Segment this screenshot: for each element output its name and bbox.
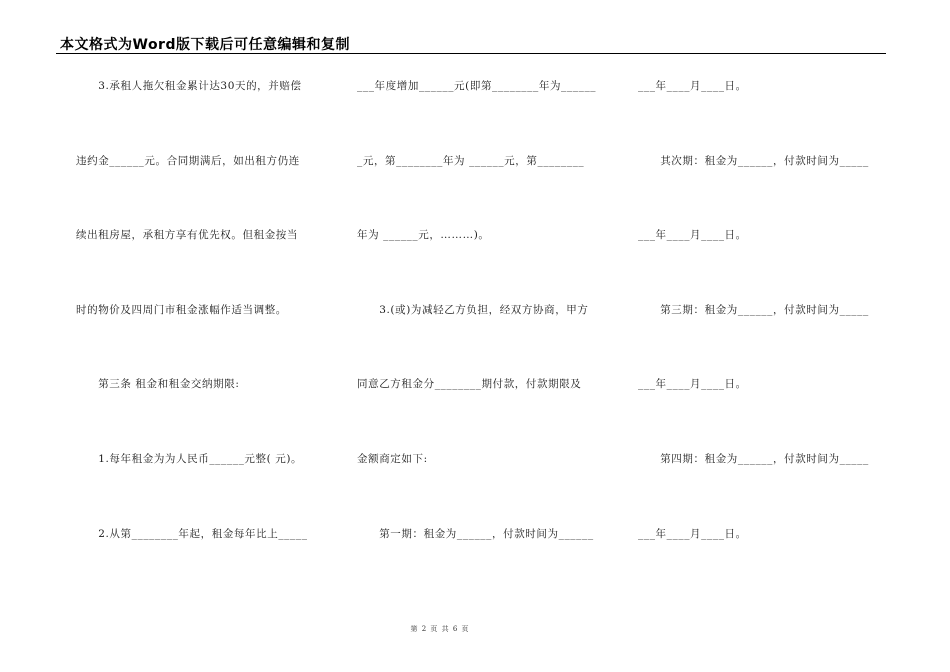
text-line: 同意乙方租金分________期付款，付款期限及 — [357, 378, 582, 391]
text-line: ___年____月____日。 — [638, 80, 747, 92]
text-line: 第三期：租金为______，付款时间为_____ — [638, 303, 869, 316]
header-divider — [56, 53, 886, 54]
text-line: 第四期：租金为______，付款时间为_____ — [638, 452, 869, 465]
text-line: ___年度增加______元(即第________年为______ — [357, 80, 597, 92]
text-line: 年为 ______元，………)。 — [357, 229, 490, 242]
document-header-title: 本文格式为Word版下载后可任意编辑和复制 — [60, 37, 350, 53]
text-line: 3.承租人拖欠租金累计达30天的，并赔偿 — [76, 80, 302, 92]
text-column-3 — [638, 80, 888, 602]
section-heading: 第三条 租金和租金交纳期限: — [76, 378, 240, 391]
text-line: ___年____月____日。 — [638, 378, 747, 391]
text-line: 3.(或)为减轻乙方负担，经双方协商，甲方 — [357, 303, 589, 316]
text-line: 时的物价及四周门市租金涨幅作适当调整。 — [76, 303, 287, 316]
text-line: 1.每年租金为为人民币______元整( 元)。 — [76, 452, 303, 465]
text-column-2 — [357, 80, 617, 602]
text-column-1 — [76, 80, 336, 602]
text-line: 其次期：租金为______，付款时间为_____ — [638, 154, 869, 167]
text-line: ___年____月____日。 — [638, 527, 747, 540]
text-line: ___年____月____日。 — [638, 229, 747, 242]
text-line: 第一期：租金为______，付款时间为______ — [357, 527, 594, 540]
text-line: 金额商定如下: — [357, 452, 428, 465]
page-number: 第 2 页 共 6 页 — [410, 625, 470, 633]
text-line: _元，第________年为 ______元，第________ — [357, 154, 585, 167]
text-line: 2.从第________年起，租金每年比上_____ — [76, 527, 308, 540]
text-line: 续出租房屋，承租方享有优先权。但租金按当 — [76, 229, 298, 242]
text-line: 违约金______元。合同期满后，如出租方仍连 — [76, 154, 300, 167]
